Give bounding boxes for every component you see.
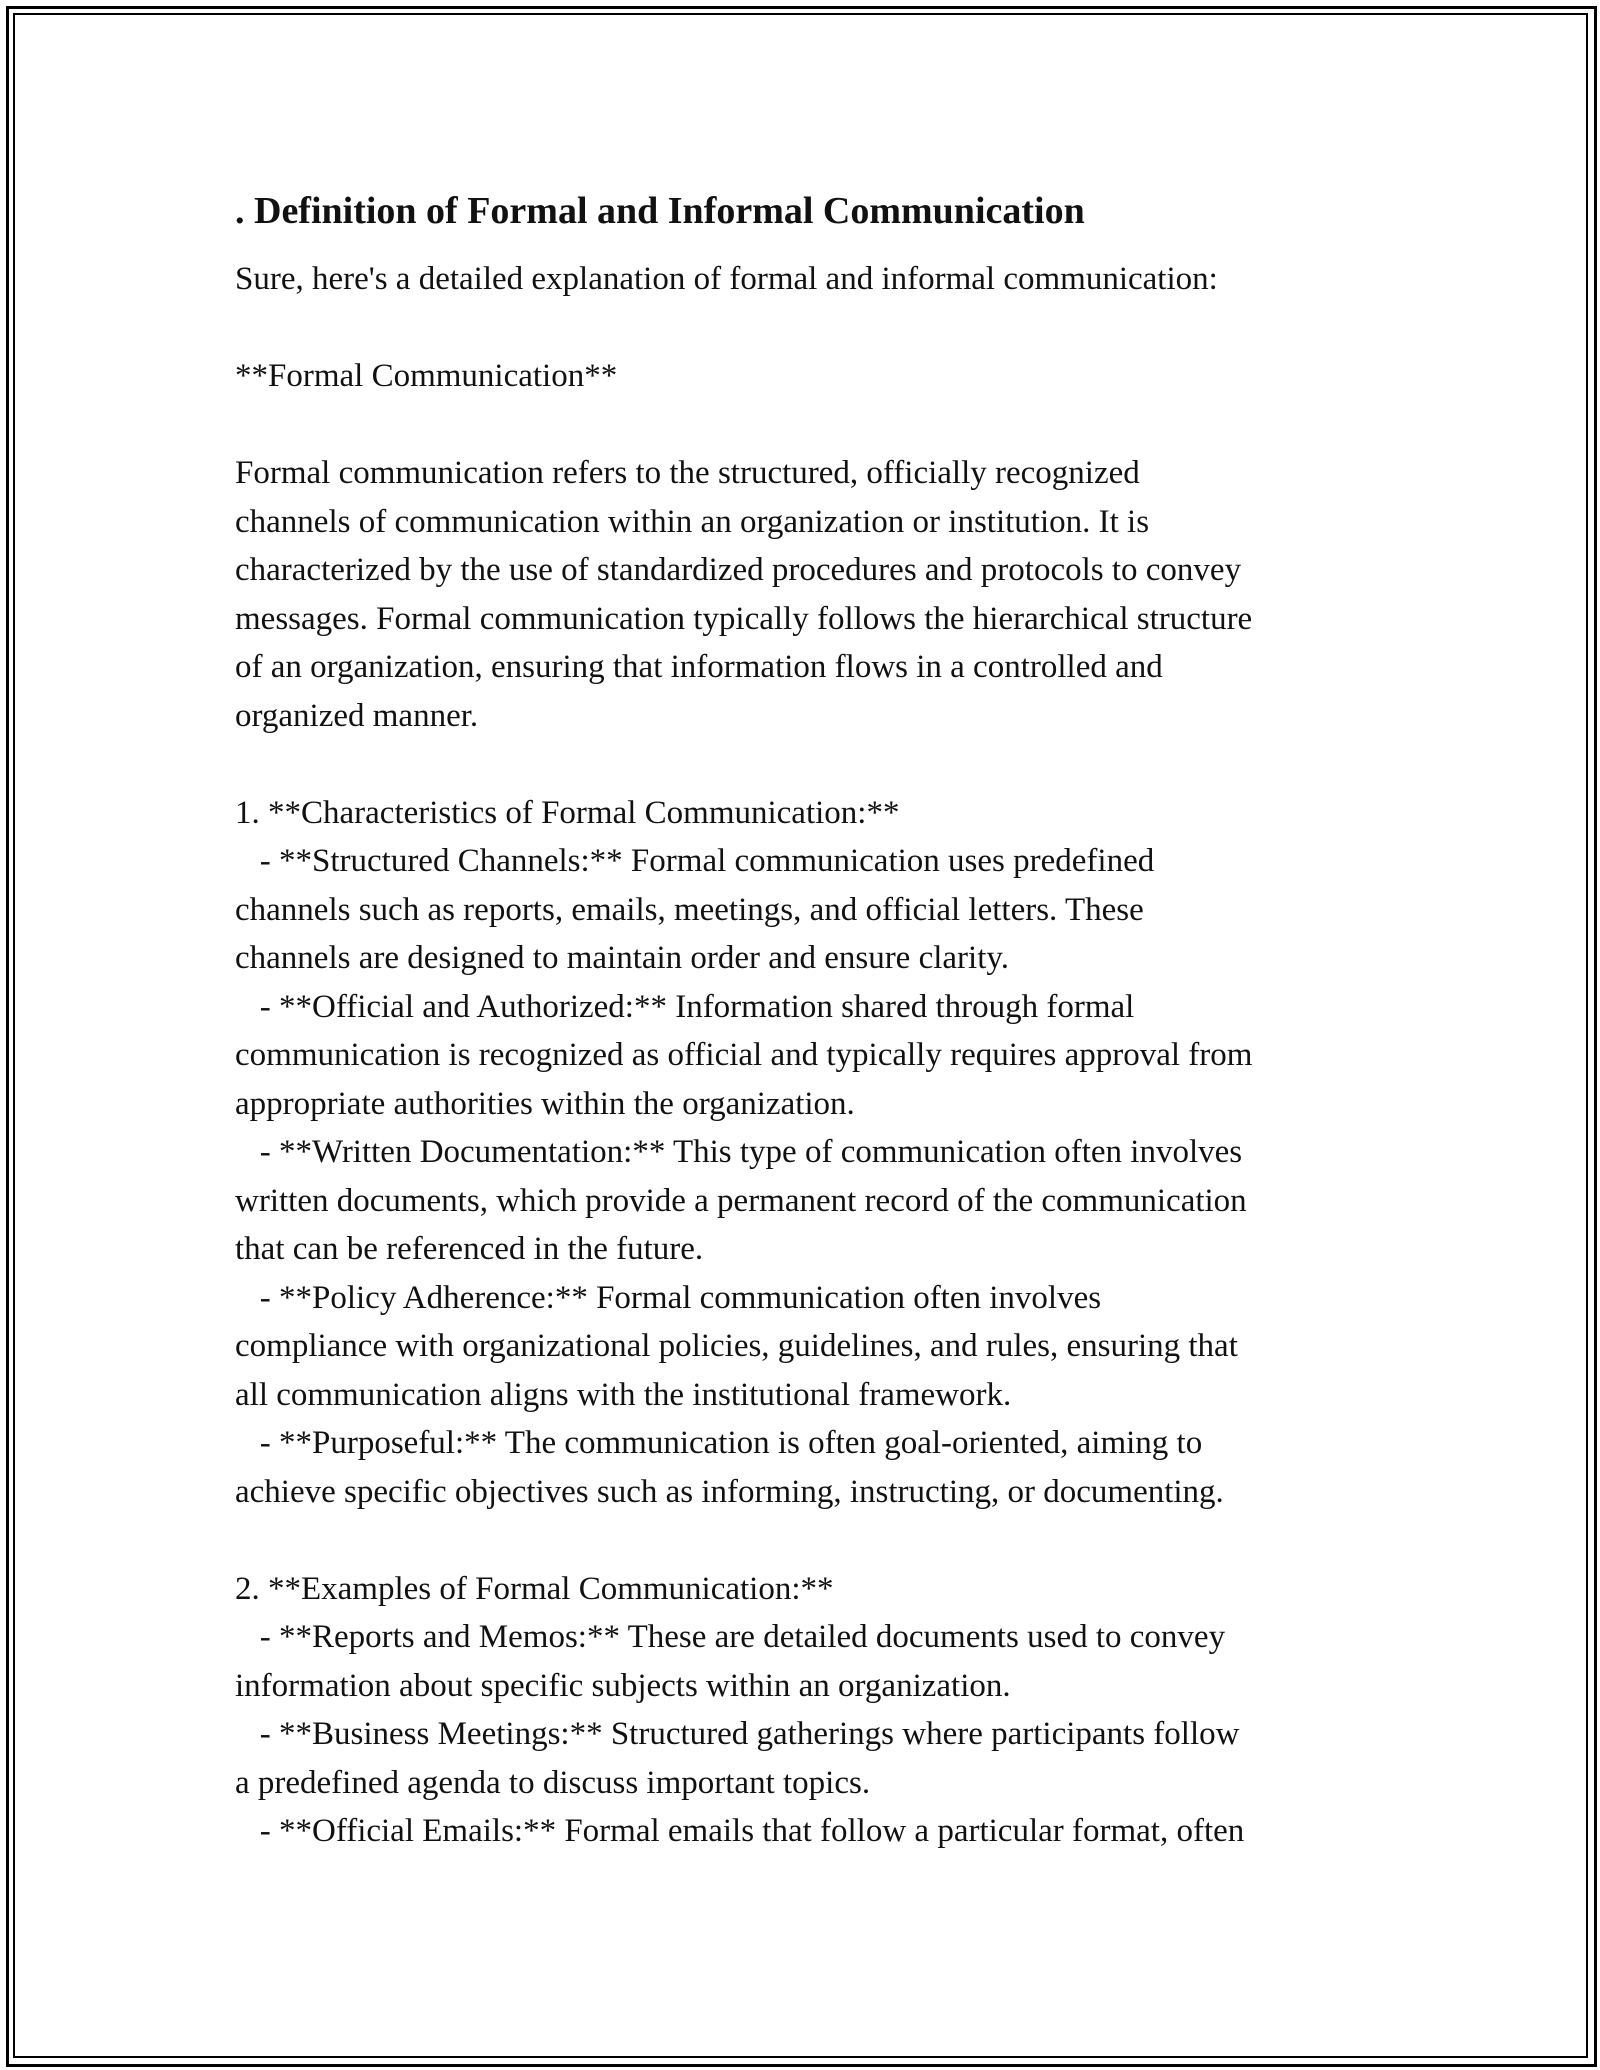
- text-line: 1. **Characteristics of Formal Communication:**: [235, 794, 900, 831]
- text-line: Sure, here's a detailed explanation of formal and informal communication:: [235, 261, 1218, 297]
- text-line: organized manner.: [235, 697, 479, 734]
- text-line: that can be referenced in the future.: [235, 1231, 704, 1267]
- text-line: messages. Formal communication typically follows the hierarchical structure: [235, 600, 1253, 637]
- document-title: . Definition of Formal and Informal Communication: [235, 190, 1085, 232]
- text-line: channels of communication within an organization or institution. It is: [235, 503, 1150, 540]
- text-line: compliance with organizational policies, guidelines, and rules, ensuring that: [235, 1328, 1238, 1364]
- document-body: [235, 185, 1375, 1856]
- text-line: - **Official Emails:** Formal emails that follow a particular format, often: [235, 1813, 1245, 1849]
- text-line: - **Official and Authorized:** Information shared through formal: [235, 988, 1135, 1025]
- text-line: - **Purposeful:** The communication is often goal-oriented, aiming to: [235, 1425, 1203, 1461]
- text-line: **Formal Communication**: [235, 358, 618, 394]
- text-line: communication is recognized as official and typically requires approval from: [235, 1037, 1253, 1073]
- text-line: achieve specific objectives such as informing, instructing, or documenting.: [235, 1473, 1224, 1510]
- text-line: - **Structured Channels:** Formal communication uses predefined: [235, 843, 1155, 879]
- document-text: [235, 255, 1375, 1856]
- blank-line: [235, 1516, 1375, 1565]
- text-line: of an organization, ensuring that information flows in a controlled and: [235, 649, 1163, 685]
- text-line: - **Business Meetings:** Structured gatherings where participants follow: [235, 1716, 1240, 1752]
- text-line: channels are designed to maintain order and ensure clarity.: [235, 940, 1009, 976]
- text-line: channels such as reports, emails, meetings, and official letters. These: [235, 891, 1144, 928]
- text-line: Formal communication refers to the structured, officially recognized: [235, 455, 1140, 491]
- text-line: - **Written Documentation:** This type of communication often involves: [235, 1134, 1243, 1170]
- text-line: - **Policy Adherence:** Formal communication often involves: [235, 1279, 1102, 1316]
- blank-line: [235, 401, 1375, 450]
- text-line: appropriate authorities within the organization.: [235, 1085, 855, 1122]
- text-line: 2. **Examples of Formal Communication:**: [235, 1570, 834, 1607]
- blank-line: [235, 304, 1375, 353]
- text-line: information about specific subjects within an organization.: [235, 1667, 1011, 1704]
- blank-line: [235, 740, 1375, 789]
- text-line: characterized by the use of standardized procedures and protocols to convey: [235, 552, 1242, 588]
- text-line: a predefined agenda to discuss important topics.: [235, 1764, 871, 1801]
- text-line: all communication aligns with the institutional framework.: [235, 1376, 1012, 1413]
- text-line: - **Reports and Memos:** These are detailed documents used to convey: [235, 1619, 1226, 1655]
- text-line: written documents, which provide a permanent record of the communication: [235, 1182, 1247, 1219]
